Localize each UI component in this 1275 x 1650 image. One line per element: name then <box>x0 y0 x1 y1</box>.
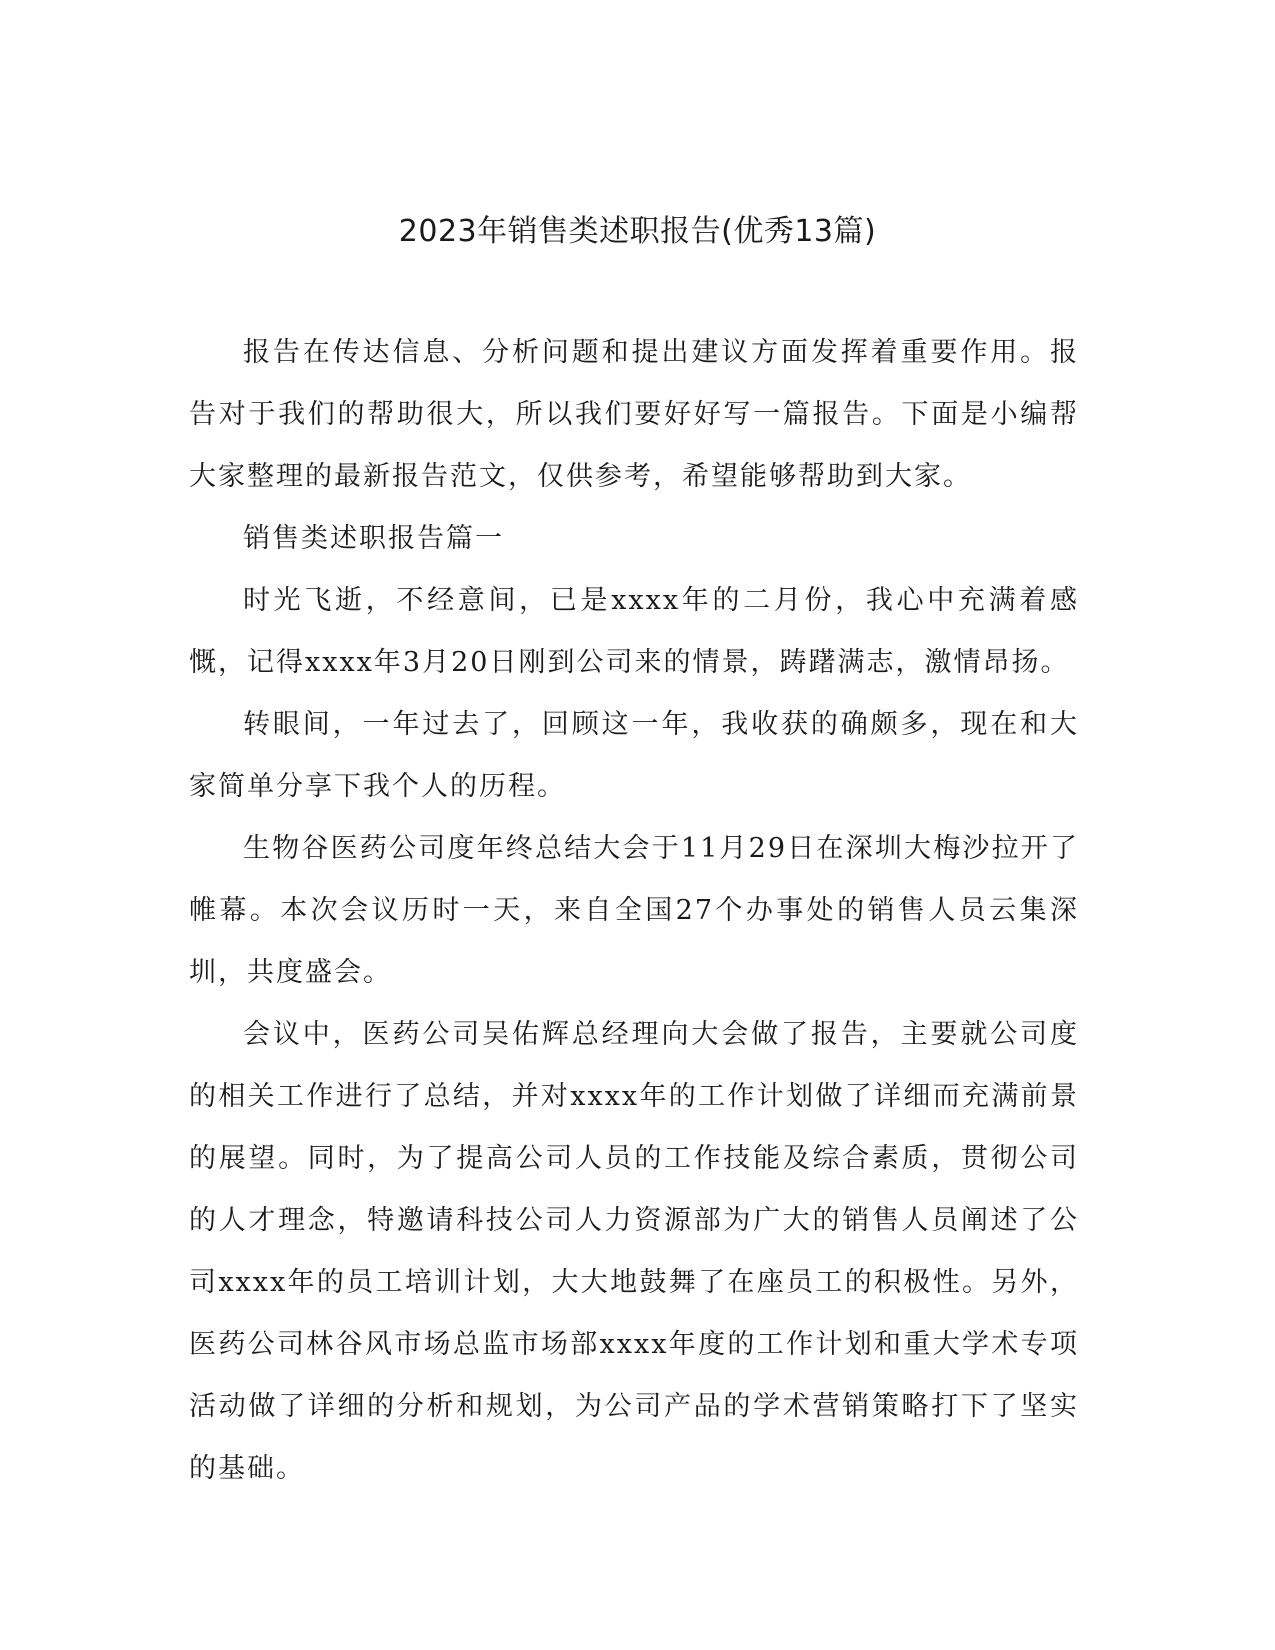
document-title: 2023年销售类述职报告(优秀13篇) <box>398 214 877 249</box>
paragraph-intro: 报告在传达信息、分析问题和提出建议方面发挥着重要作用。报告对于我们的帮助很大，所以我们要好好写一篇报告。下面是小编帮大家整理的最新报告范文，仅供参考，希望能够帮助到大家。 <box>189 337 1079 492</box>
section-heading: 销售类述职报告篇一 <box>243 523 504 554</box>
paragraph: 转眼间，一年过去了，回顾这一年，我收获的确颇多，现在和大家简单分享下我个人的历程。 <box>189 709 1079 802</box>
document-body <box>189 322 1079 1500</box>
paragraph: 生物谷医药公司度年终总结大会于11月29日在深圳大梅沙拉开了帷幕。本次会议历时一天，来自全国27个办事处的销售人员云集深圳，共度盛会。 <box>189 833 1079 988</box>
paragraph: 时光飞逝，不经意间，已是xxxx年的二月份，我心中充满着感慨，记得xxxx年3月20日刚到公司来的情景，踌躇满志，激情昂扬。 <box>189 585 1079 678</box>
paragraph: 会议中，医药公司吴佑辉总经理向大会做了报告，主要就公司度的相关工作进行了总结，并对xxxx年的工作计划做了详细而充满前景的展望。同时，为了提高公司人员的工作技能及综合素质，贯彻公司的人才理念，特邀请科技公司人力资源部为广大的销售人员阐述了公司xxxx年的员工培训计划，大大地鼓舞了在座员工的积极性。另外，医药公司林谷风市场总监市场部xxxx年度的工作计划和重大学术专项活动做了详细的分析和规划，为公司产品的学术营销策略打下了坚实的基础。 <box>189 1019 1079 1484</box>
